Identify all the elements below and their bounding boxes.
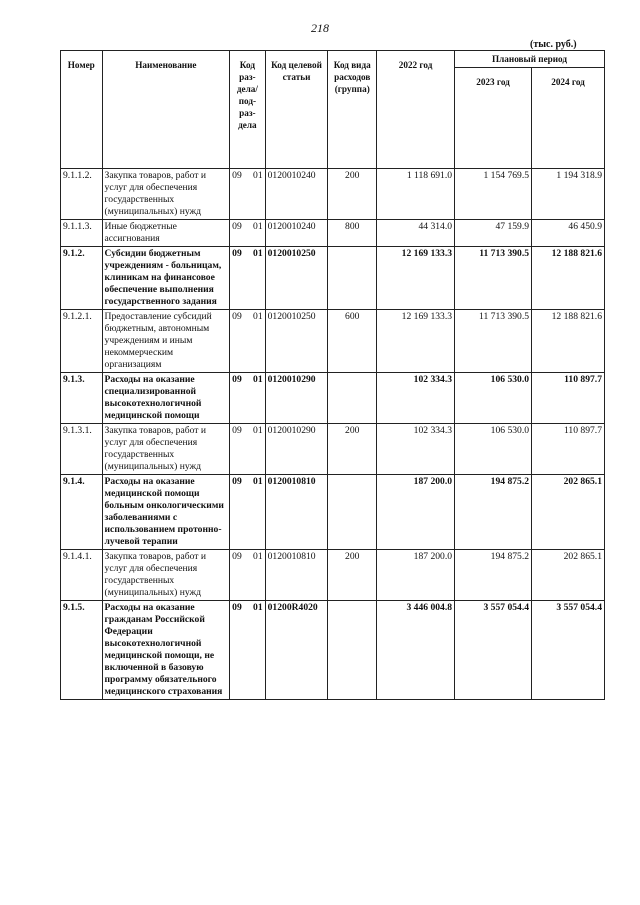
- cell-2023: 106 530.0: [455, 373, 532, 424]
- cell-section: [230, 601, 265, 700]
- cell-expense: 200: [328, 550, 377, 601]
- table-row: [61, 550, 605, 601]
- cell-number: 9.1.1.3.: [61, 220, 103, 247]
- budget-table: [60, 50, 605, 700]
- cell-number: 9.1.2.: [61, 247, 103, 310]
- cell-target: 0120010240: [265, 169, 328, 220]
- cell-name: Субсидии бюджетным учреждениям - больницам, клиникам на финансовое обеспечение выполнения государственного задания: [102, 247, 230, 310]
- units-label: (тыс. руб.): [530, 39, 577, 50]
- cell-number: 9.1.5.: [61, 601, 103, 700]
- cell-2024: 110 897.7: [532, 373, 605, 424]
- cell-number: 9.1.3.: [61, 373, 103, 424]
- cell-number: 9.1.4.: [61, 475, 103, 550]
- cell-expense: [328, 373, 377, 424]
- subsection-code: 01: [253, 551, 263, 562]
- cell-2022: 12 169 133.3: [377, 247, 455, 310]
- cell-expense: [328, 601, 377, 700]
- section-code: 09: [232, 170, 242, 181]
- table-body: [61, 169, 605, 700]
- cell-number: 9.1.1.2.: [61, 169, 103, 220]
- cell-name: Предоставление субсидий бюджетным, автономным учреждениям и иным некоммерческим организациям: [102, 310, 230, 373]
- cell-name: Расходы на оказание специализированной высокотехнологичной медицинской помощи: [102, 373, 230, 424]
- cell-2023: 194 875.2: [455, 550, 532, 601]
- table-row: [61, 169, 605, 220]
- subsection-code: 01: [253, 374, 263, 385]
- cell-2024: 1 194 318.9: [532, 169, 605, 220]
- header-expense: Код вида расходов (группа): [328, 51, 377, 169]
- subsection-code: 01: [253, 476, 263, 487]
- cell-2024: 46 450.9: [532, 220, 605, 247]
- section-code: 09: [232, 221, 242, 232]
- header-2024: 2024 год: [532, 68, 605, 169]
- cell-2023: 11 713 390.5: [455, 247, 532, 310]
- cell-2024: 202 865.1: [532, 550, 605, 601]
- section-code: 09: [232, 551, 242, 562]
- section-code: 09: [232, 374, 242, 385]
- cell-target: 0120010240: [265, 220, 328, 247]
- cell-2024: 110 897.7: [532, 424, 605, 475]
- table-row: [61, 247, 605, 310]
- cell-section: [230, 373, 265, 424]
- cell-section: [230, 169, 265, 220]
- cell-section: [230, 475, 265, 550]
- cell-expense: 600: [328, 310, 377, 373]
- cell-2022: 12 169 133.3: [377, 310, 455, 373]
- cell-section: [230, 220, 265, 247]
- subsection-code: 01: [253, 311, 263, 322]
- header-2023: 2023 год: [455, 68, 532, 169]
- section-code: 09: [232, 425, 242, 436]
- header-section: Код раз- дела/ под- раз- дела: [230, 51, 265, 169]
- section-code: 09: [232, 476, 242, 487]
- subsection-code: 01: [253, 221, 263, 232]
- section-code: 09: [232, 602, 242, 613]
- section-code: 09: [232, 248, 242, 259]
- cell-2022: 3 446 004.8: [377, 601, 455, 700]
- cell-target: 01200R4020: [265, 601, 328, 700]
- cell-2023: 47 159.9: [455, 220, 532, 247]
- cell-name: Расходы на оказание гражданам Российской Федерации высокотехнологичной медицинской помощи, не включенной в базовую программу обязательного медицинского страхования: [102, 601, 230, 700]
- cell-target: 0120010250: [265, 247, 328, 310]
- subsection-code: 01: [253, 248, 263, 259]
- cell-2023: 11 713 390.5: [455, 310, 532, 373]
- cell-2022: 102 334.3: [377, 424, 455, 475]
- cell-2022: 187 200.0: [377, 475, 455, 550]
- table-row: [61, 475, 605, 550]
- cell-section: [230, 247, 265, 310]
- table-row: [61, 601, 605, 700]
- cell-2023: 194 875.2: [455, 475, 532, 550]
- header-name: Наименование: [102, 51, 230, 169]
- header-planned: Плановый период: [455, 51, 605, 68]
- cell-name: Закупка товаров, работ и услуг для обеспечения государственных (муниципальных) нужд: [102, 424, 230, 475]
- table-row: [61, 310, 605, 373]
- cell-2022: 44 314.0: [377, 220, 455, 247]
- cell-2023: 1 154 769.5: [455, 169, 532, 220]
- cell-2024: 12 188 821.6: [532, 310, 605, 373]
- table-row: [61, 220, 605, 247]
- cell-2023: 106 530.0: [455, 424, 532, 475]
- cell-section: [230, 424, 265, 475]
- section-code: 09: [232, 311, 242, 322]
- cell-expense: 800: [328, 220, 377, 247]
- cell-2024: 202 865.1: [532, 475, 605, 550]
- cell-target: 0120010250: [265, 310, 328, 373]
- cell-section: [230, 550, 265, 601]
- cell-name: Иные бюджетные ассигнования: [102, 220, 230, 247]
- cell-expense: 200: [328, 169, 377, 220]
- cell-2022: 1 118 691.0: [377, 169, 455, 220]
- cell-target: 0120010810: [265, 550, 328, 601]
- subsection-code: 01: [253, 425, 263, 436]
- cell-number: 9.1.2.1.: [61, 310, 103, 373]
- header-number: Номер: [61, 51, 103, 169]
- cell-2022: 102 334.3: [377, 373, 455, 424]
- cell-2024: 3 557 054.4: [532, 601, 605, 700]
- cell-number: 9.1.4.1.: [61, 550, 103, 601]
- cell-expense: 200: [328, 424, 377, 475]
- cell-expense: [328, 247, 377, 310]
- cell-target: 0120010290: [265, 424, 328, 475]
- subsection-code: 01: [253, 602, 263, 613]
- cell-2023: 3 557 054.4: [455, 601, 532, 700]
- cell-2024: 12 188 821.6: [532, 247, 605, 310]
- table-row: [61, 424, 605, 475]
- subsection-code: 01: [253, 170, 263, 181]
- page-number: 218: [311, 21, 329, 35]
- header-2022: 2022 год: [377, 51, 455, 169]
- table-row: [61, 373, 605, 424]
- cell-name: Закупка товаров, работ и услуг для обеспечения государственных (муниципальных) нужд: [102, 169, 230, 220]
- cell-name: Закупка товаров, работ и услуг для обеспечения государственных (муниципальных) нужд: [102, 550, 230, 601]
- cell-number: 9.1.3.1.: [61, 424, 103, 475]
- cell-2022: 187 200.0: [377, 550, 455, 601]
- header-target: Код целевой статьи: [265, 51, 328, 169]
- cell-section: [230, 310, 265, 373]
- cell-expense: [328, 475, 377, 550]
- cell-target: 0120010810: [265, 475, 328, 550]
- cell-name: Расходы на оказание медицинской помощи больным онкологическими заболеваниями с использованием протонно-лучевой терапии: [102, 475, 230, 550]
- cell-target: 0120010290: [265, 373, 328, 424]
